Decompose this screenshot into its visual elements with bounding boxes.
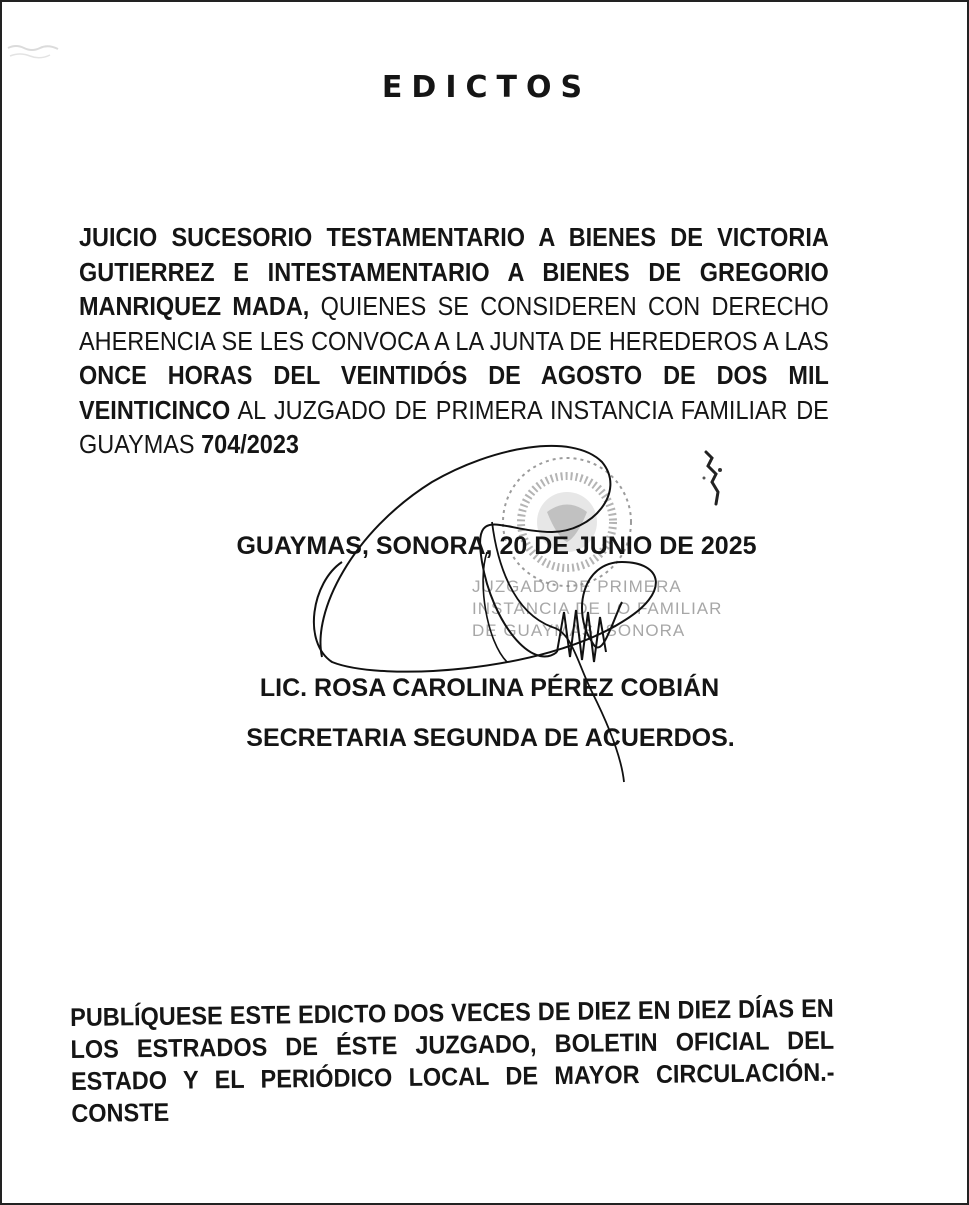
seal-line: JUZGADO DE PRIMERA [472,577,682,596]
signer-role: SECRETARIA SEGUNDA DE ACUERDOS. [246,724,735,752]
document-title: EDICTOS [381,70,592,105]
seal-line: DE GUAYMAS, SONORA [472,621,686,640]
publication-order: PUBLÍQUESE ESTE EDICTO DOS VECES DE DIEZ EN DIEZ DÍAS EN LOS ESTRADOS DE ÉSTE JUZGADO, BOLETIN OFICIAL DEL ESTADO Y EL PERIÓDICO LOCAL DE MAYOR CIRCULACIÓN.- CONSTE [70,994,835,1128]
ink-mark [698,448,730,508]
convocation-text: QUIENES SE CONSIDEREN CON DERECHO AHERENCIA SE LES CONVOCA A LA JUNTA DE HEREDEROS A LAS [79,293,829,356]
case-heading: JUICIO SUCESORIO TESTAMENTARIO A BIENES DE VICTORIA GUTIERREZ E INTESTAMENTARIO A BIENES DE GREGORIO MANRIQUEZ MADA, [79,224,829,321]
scan-smudge [6,40,68,66]
hearing-datetime: ONCE HORAS DEL VEINTIDÓS DE AGOSTO DE DOS MIL VEINTICINCO [79,362,829,425]
case-number: 704/2023 [201,431,299,459]
court-text: AL JUZGADO DE PRIMERA INSTANCIA FAMILIAR DE GUAYMAS [79,396,829,459]
seal-line: INSTANCIA DE LO FAMILIAR [472,599,723,618]
signer-name: LIC. ROSA CAROLINA PÉREZ COBIÁN [259,674,720,702]
handwritten-signature [292,412,752,792]
place-date: GUAYMAS, SONORA, 20 DE JUNIO DE 2025 [236,532,757,560]
